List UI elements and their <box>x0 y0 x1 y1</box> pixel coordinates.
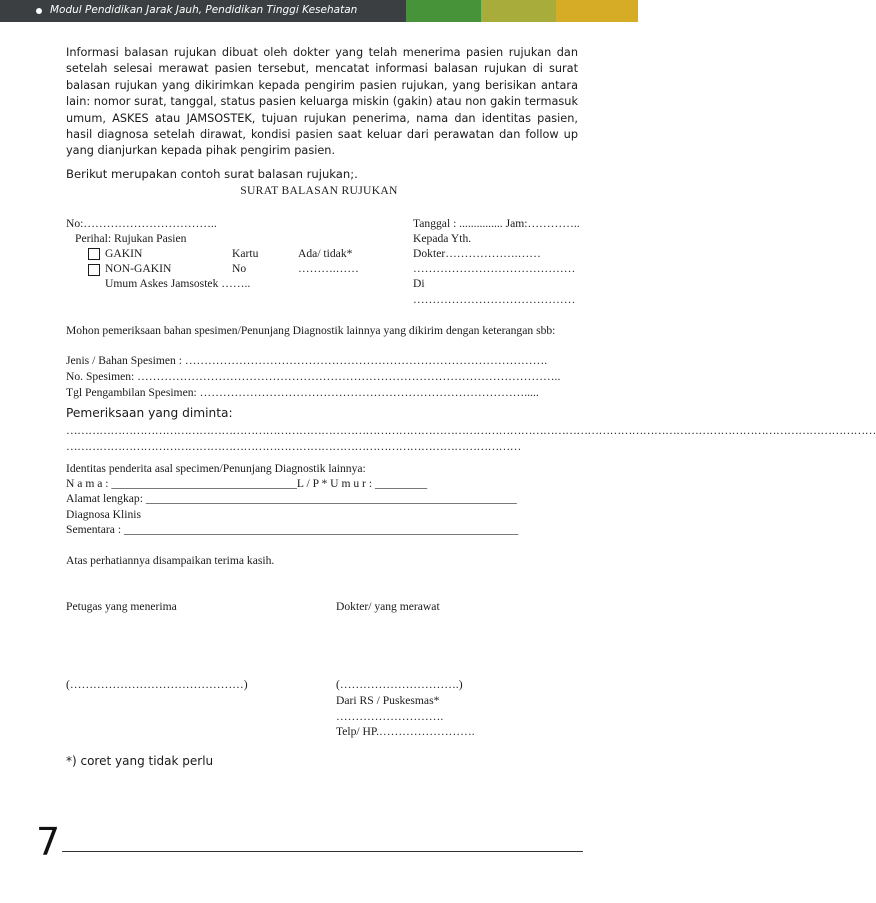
nama-umur-line: N a m a : ________________________________L / P * U m u r : _________ <box>66 477 428 490</box>
kepada-yth: Kepada Yth. <box>413 232 472 245</box>
no-spesimen: No. Spesimen: ……………………………………………………………………………………………….. <box>66 370 561 383</box>
letter-number: No:…………………………….. <box>66 217 217 230</box>
letter-title: SURAT BALASAN RUJUKAN <box>240 184 398 197</box>
jenis-spesimen: Jenis / Bahan Spesimen : …………………………………………………………………………………. <box>66 354 548 367</box>
tgl-pengambilan: Tgl Pengambilan Spesimen: …………………………………………………………………………..... <box>66 386 539 399</box>
pemeriksaan-dots-1: ………………………………………………………………………………………………………………………………………………………………………………………………… <box>66 424 876 437</box>
gakin-checkbox[interactable] <box>88 248 100 260</box>
header-bar <box>0 0 638 22</box>
ada-tidak-label: Ada/ tidak* <box>298 247 353 260</box>
terima-kasih: Atas perhatiannya disampaikan terima kasih. <box>66 554 275 567</box>
example-intro-line: Berikut merupakan contoh surat balasan rujukan;. <box>66 167 358 181</box>
page-number: 7 <box>36 820 61 864</box>
pemeriksaan-heading: Pemeriksaan yang diminta: <box>66 406 233 420</box>
dari-rs-label: Dari RS / Puskesmas* <box>336 694 440 707</box>
nongakin-label: NON-GAKIN <box>105 262 172 275</box>
kartu-label: Kartu <box>232 247 259 260</box>
rs-dots: ………………………. <box>336 710 444 723</box>
signature-left: (………………………………………) <box>66 678 248 691</box>
no-label: No <box>232 262 247 275</box>
address-line-2: …………………………………… <box>413 293 576 306</box>
footnote: *) coret yang tidak perlu <box>66 754 214 768</box>
header-title: Modul Pendidikan Jarak Jauh, Pendidikan Tinggi Kesehatan <box>50 4 358 16</box>
mohon-pemeriksaan: Mohon pemeriksaan bahan spesimen/Penunjang Diagnostik lainnya yang dikirim dengan keterangan sbb: <box>66 324 556 337</box>
bullet-icon <box>36 8 42 14</box>
alamat-line: Alamat lengkap: ________________________________________________________________ <box>66 492 517 505</box>
pemeriksaan-dots-2: …………………………………………………………………………………………………………… <box>66 440 521 453</box>
address-line-1: …………………………………… <box>413 262 576 275</box>
telp-hp: Telp/ HP.……………………. <box>336 725 475 738</box>
dokter-merawat-label: Dokter/ yang merawat <box>336 600 440 613</box>
header-dark-segment <box>0 0 406 22</box>
identitas-heading: Identitas penderita asal specimen/Penunjang Diagnostik lainnya: <box>66 462 366 475</box>
dokter-line: Dokter……………….…… <box>413 247 541 260</box>
tanggal-jam: Tanggal : ............... Jam:………….. <box>413 217 580 230</box>
perihal: Perihal: Rujukan Pasien <box>75 232 187 245</box>
di-label: Di <box>413 277 425 290</box>
umum-askes-jamsostek: Umum Askes Jamsostek …….. <box>105 277 251 290</box>
footer-rule <box>62 851 583 852</box>
header-green-segment <box>406 0 481 22</box>
petugas-label: Petugas yang menerima <box>66 600 177 613</box>
header-yellow-segment <box>556 0 638 22</box>
signature-right: (………………………….) <box>336 678 463 691</box>
nongakin-dots: ……….…… <box>298 262 359 275</box>
sementara-line: Sementara : ____________________________________________________________________ <box>66 523 519 536</box>
gakin-label: GAKIN <box>105 247 143 260</box>
nongakin-checkbox[interactable] <box>88 264 100 276</box>
header-olive-segment <box>481 0 556 22</box>
intro-paragraph: Informasi balasan rujukan dibuat oleh dokter yang telah menerima pasien rujukan dan setelah selesai merawat pasien tersebut, mencatat informasi balasan rujukan di surat balasan rujukan yang dikirimkan kepada pengirim pasien rujukan, yang berisikan antara lain: nomor surat, tanggal, status pasien keluarga miskin (gakin) atau non gakin termasuk umum, ASKES atau JAMSOSTEK, tujuan rujukan penerima, nama dan identitas pasien, hasil diagnosa setelah dirawat, kondisi pasien saat keluar dari perawatan dan follow up yang dianjurkan kepada pihak pengirim pasien. <box>66 46 578 158</box>
diagnosa-klinis: Diagnosa Klinis <box>66 508 142 521</box>
